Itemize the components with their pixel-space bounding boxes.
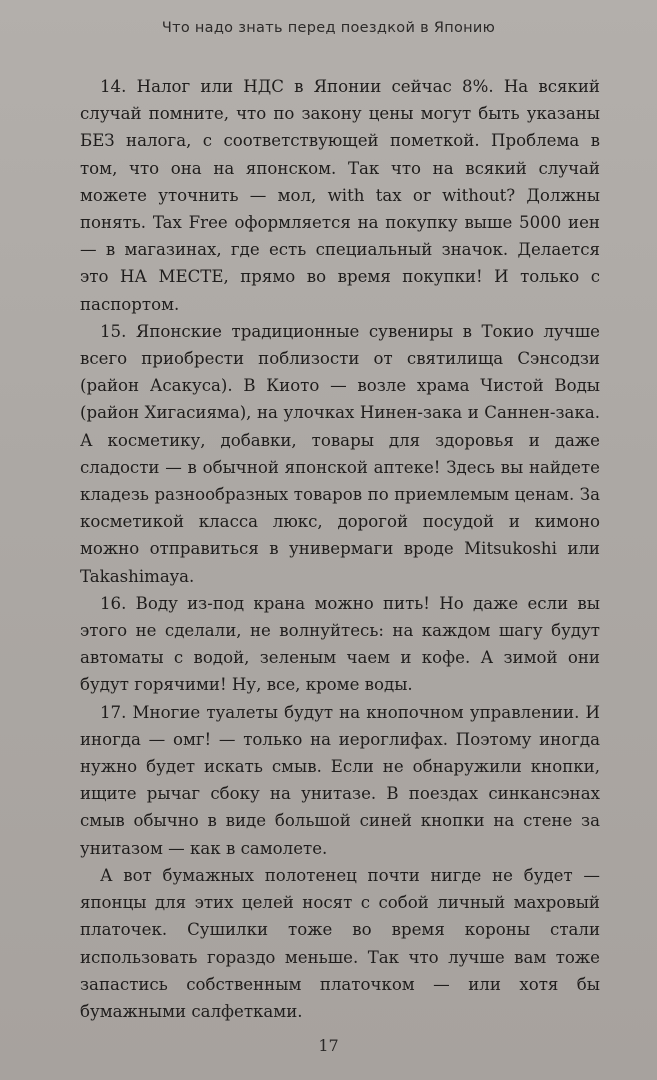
paragraph-15: 15. Японские традиционные сувениры в Токио лучше всего приобрести поблизости от святилища Сэнсодзи (район Асакуса). В Киото — возле храма Чистой Воды (район Хигасияма), на улочках Нинен-зака и Саннен-зака. А косметику, добавки, товары для здоровья и даже сладости — в обычной японской аптеке! Здесь вы найдете кладезь разнообразных товаров по приемлемым ценам. За косметикой класса люкс, дорогой посудой и кимоно можно отправиться в универмаги вроде Mitsukoshi или Takashimaya. xyxy=(80,321,600,586)
paragraph-16: 16. Воду из-под крана можно пить! Но даже если вы этого не сделали, не волнуйтесь: на каждом шагу будут автоматы с водой, зеленым чаем и кофе. А зимой они будут горячими! Ну, все, кроме воды. xyxy=(80,593,600,695)
paragraph-17-continued: А вот бумажных полотенец почти нигде не будет — японцы для этих целей носят с собой личный махровый платочек. Сушилки тоже во время короны стали использовать гораздо меньше. Так что лучше вам тоже запастись собственным платочком — или хотя бы бумажными салфетками. xyxy=(80,865,600,1021)
paragraph-17: 17. Многие туалеты будут на кнопочном управлении. И иногда — омг! — только на иероглифах. Поэтому иногда нужно будет искать смыв. Если не обнаружили кнопки, ищите рычаг сбоку на унитазе. В поездах синкансэнах смыв обычно в виде большой синей кнопки на стене за унитазом — как в самолете. xyxy=(80,702,600,858)
page-number: 17 xyxy=(318,1036,339,1055)
paragraph-14: 14. Налог или НДС в Японии сейчас 8%. На всякий случай помните, что по закону цены могут быть указаны БЕЗ налога, с соответствующей пометкой. Проблема в том, что она на японском. Так что на всякий случай можете уточнить — мол, with tax or without? Должны понять. Tax Free оформляется на покупку выше 5000 иен — в магазинах, где есть специальный значок. Делается это НА МЕСТЕ, прямо во время покупки! И только с паспортом. xyxy=(80,77,600,314)
body-text xyxy=(80,73,600,1025)
running-head: Что надо знать перед поездкой в Японию xyxy=(161,20,496,36)
